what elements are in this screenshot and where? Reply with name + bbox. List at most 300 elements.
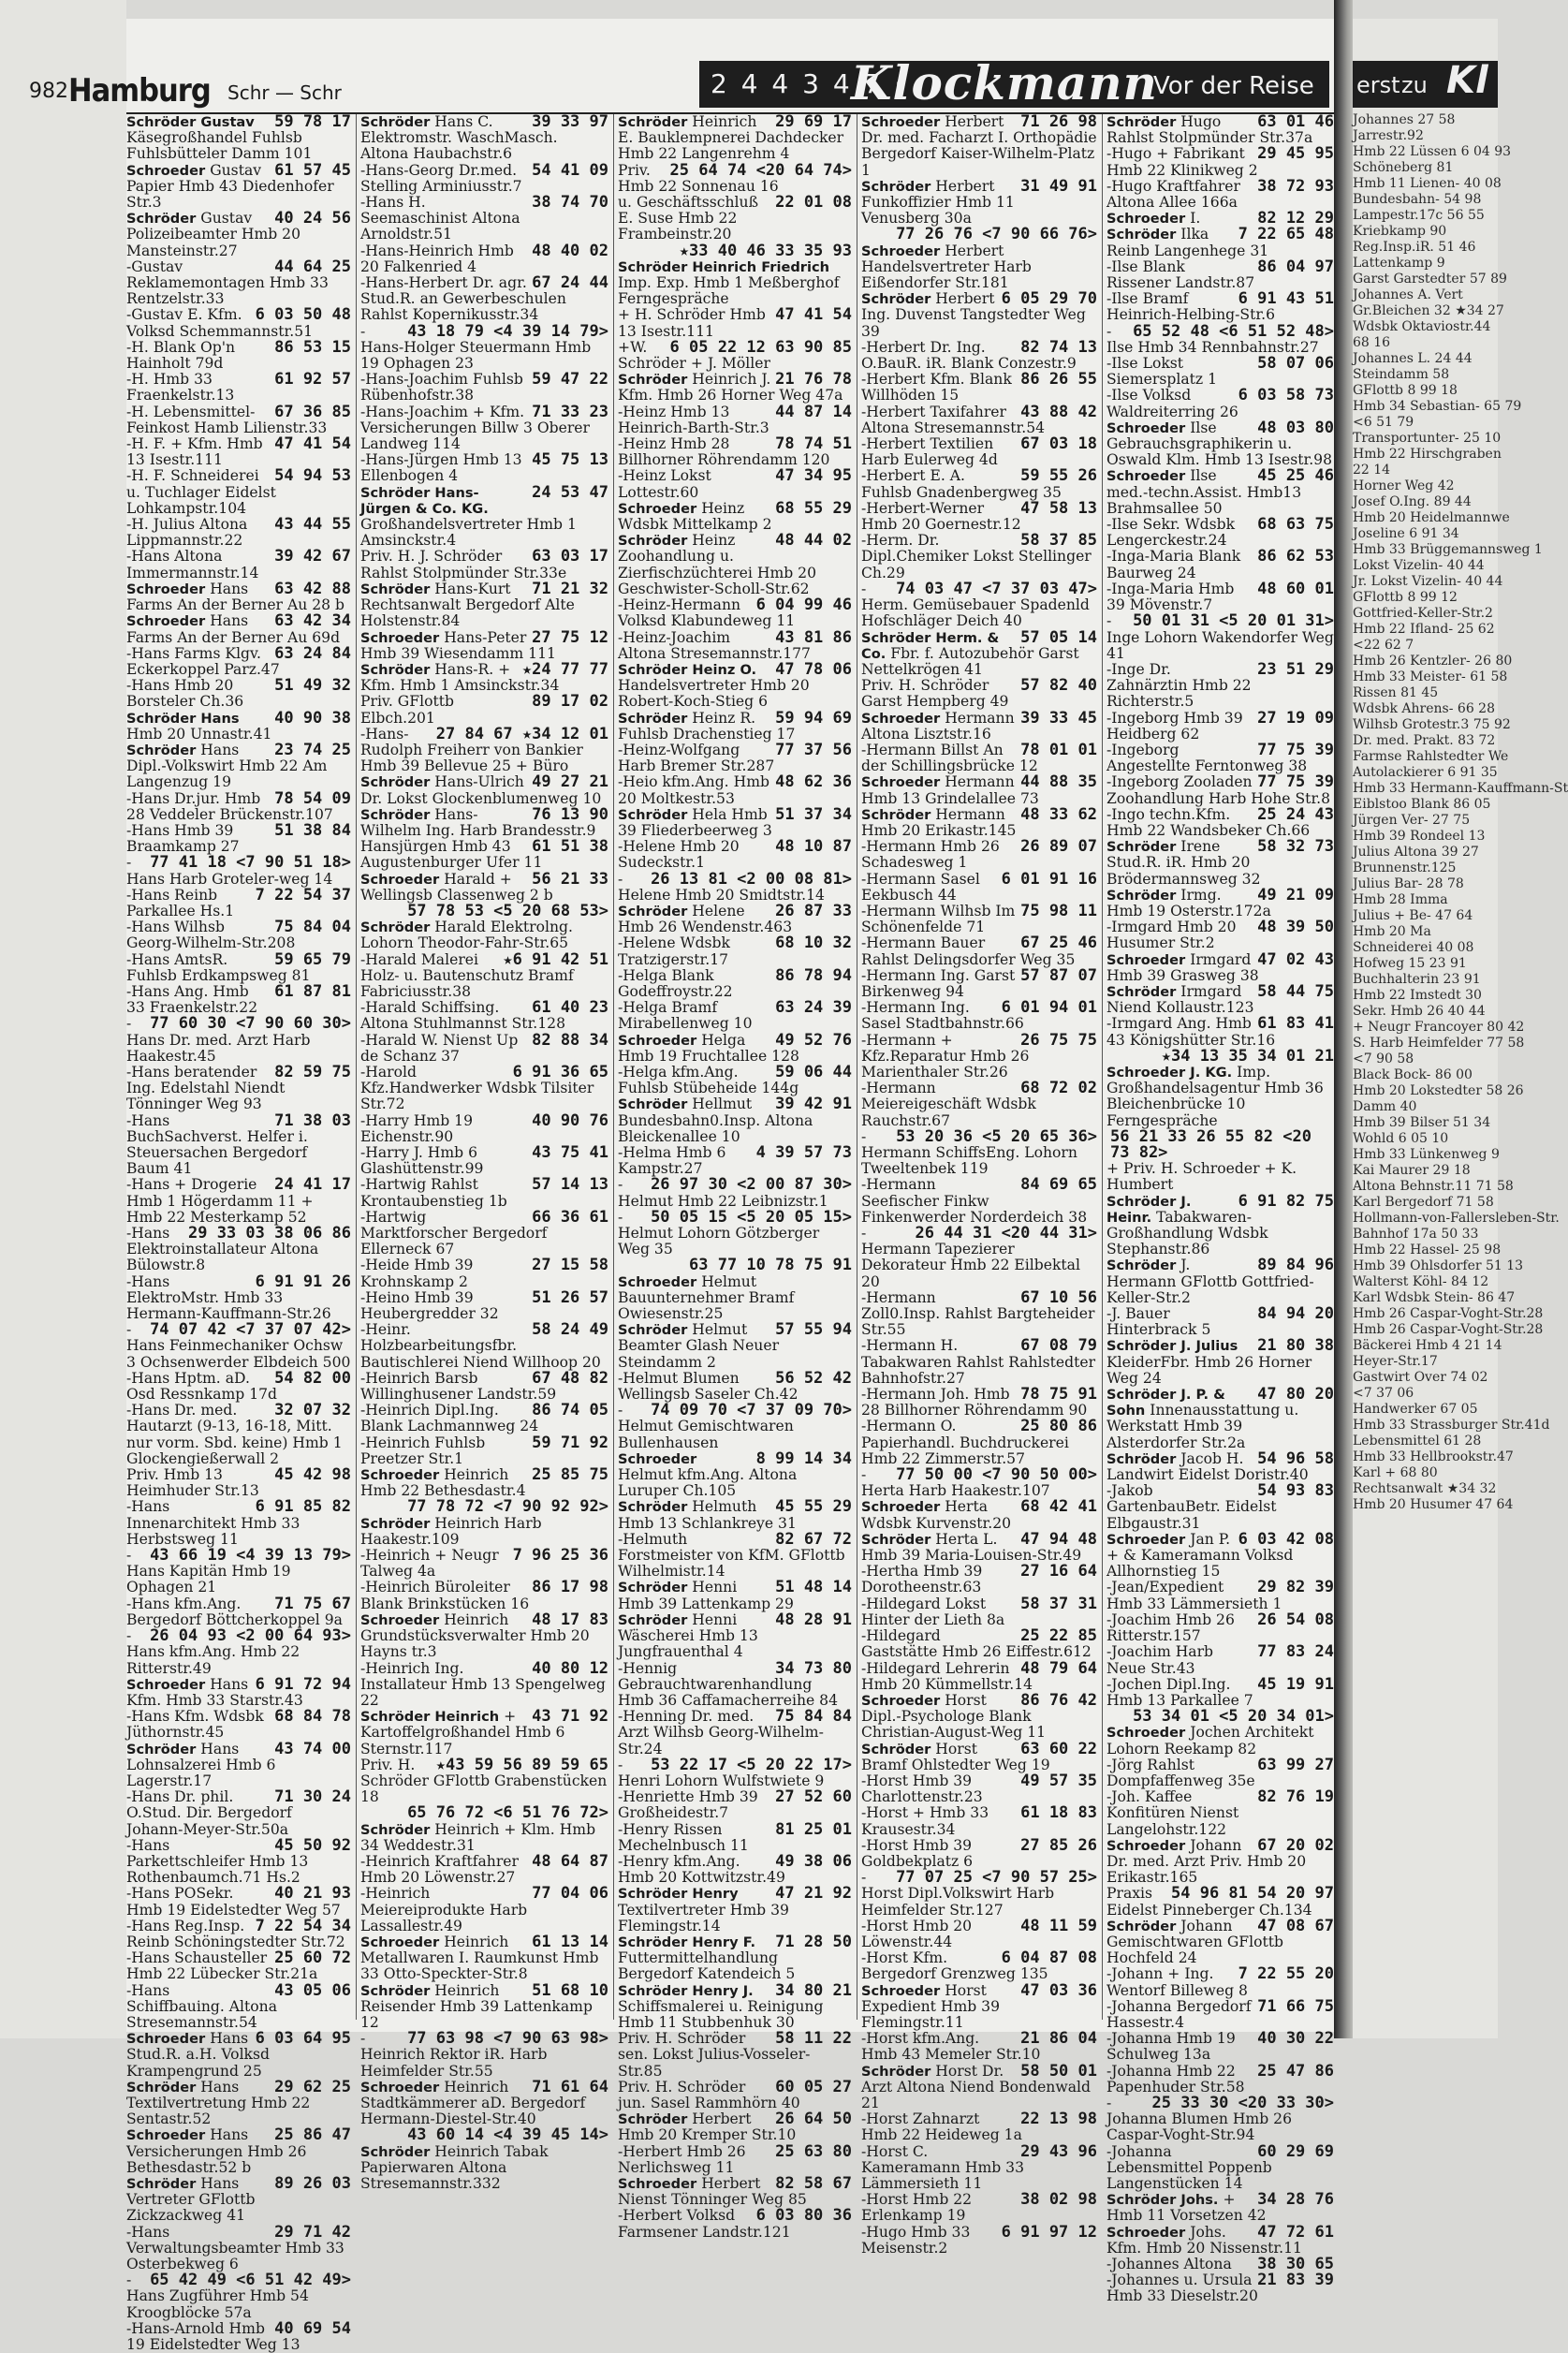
listing-entry (1106, 114, 1334, 146)
listing-entry (861, 935, 1097, 967)
listing-entry (1106, 321, 1334, 356)
listing-details: Hermann Hmb 20 Erikastr.145 (861, 805, 1017, 839)
listing-details: -Hugo Hmb 33 Meisenstr.2 (861, 2223, 971, 2257)
listing-entry (618, 804, 852, 839)
listing-name: Schroeder (360, 2079, 440, 2096)
listing-phone: 58 11 22 (775, 2029, 852, 2049)
listing-details: Helmut kfm.Ang. Altona Luruper Ch.105 (618, 1466, 798, 1500)
listing-entry (126, 788, 351, 823)
listing-phone: 38 72 93 (1257, 176, 1334, 196)
listing-phone: 86 74 05 (532, 1401, 608, 1420)
listing-details: -H. Blank Op'n Hainholt 79d (126, 338, 236, 373)
listing-phone: 57 87 07 (1020, 965, 1097, 985)
listing-details: Henni Wäscherei Hmb 13 Jungfrauenthal 4 (618, 1610, 758, 1661)
adjacent-page-line: Karl + 68 80 (1353, 1465, 1438, 1480)
adjacent-page-line: Kriebkamp 90 (1353, 224, 1447, 239)
listing-name: Schroeder (618, 1032, 697, 1049)
listing-details: -Henry kfm.Ang. Hmb 20 Kottwitzstr.49 (618, 1852, 785, 1887)
listing-name: Schröder Hans-Jürgen & Co. KG. (360, 484, 489, 517)
listing-entry (618, 404, 852, 436)
listing-phone: 6 01 91 16 (1001, 869, 1097, 889)
listing-entry (618, 1030, 852, 1065)
listing-phone: 82 59 75 (274, 1062, 351, 1081)
listing-details: Imp. Großhandelsagentur Hmb 36 Bleichenbrücke 10 Ferngespräche (1106, 1063, 1324, 1129)
listing-name: Schröder (618, 114, 688, 130)
listing-details: Hans Farms An der Berner Au 28 b (126, 580, 345, 614)
listing-phone: 61 92 57 (274, 370, 351, 390)
adjacent-page-line: Hmb 22 Hirschgraben (1353, 447, 1502, 462)
listing-entry (618, 1934, 852, 1983)
listing-phone: 23 74 25 (274, 740, 351, 759)
listing-details: -Helene Hmb 20 Sudeckstr.1 (618, 838, 740, 872)
listing-details: Käsegroßhandel Fuhlsb Fuhlsbütteler Damm 101 (126, 129, 313, 163)
listing-details: Fbr. f. Autozubehör Garst Nettelkrögen 41 (861, 644, 1079, 678)
listing-details: -Ingeborg Zooladen Zoohandlung Harb Hohe Str.8 (1106, 773, 1331, 807)
listing-phone: 58 24 49 (532, 1320, 608, 1340)
listing-entry (618, 498, 852, 534)
listing-entry (1106, 839, 1334, 888)
listing-entry (1106, 2061, 1334, 2096)
listing-entry (360, 1467, 608, 1499)
listing-entry (1106, 1835, 1334, 1887)
listing-details: -Johanna Hmb 19 Schulweg 13a (1106, 2030, 1236, 2064)
listing-phone: 51 26 57 (532, 1287, 608, 1307)
listing-details: -Helga Blank Godeffroystr.22 (618, 966, 733, 1000)
adjacent-page-line: Hmb 22 Hassel- 25 98 (1353, 1243, 1502, 1257)
listing-details: -Jochen Dipl.Ing. Hmb 13 Parkallee 7 (1106, 1675, 1253, 1709)
listing-entry (618, 1886, 852, 1934)
column-divider (1102, 114, 1103, 2020)
listing-details: -Helmut Lohorn Götzberger Weg 35 (618, 1208, 820, 1258)
listing-entry (618, 1499, 852, 1531)
listing-phone: 51 48 14 (775, 1578, 852, 1597)
listing-phone: 38 30 65 (1257, 2255, 1334, 2274)
listing-details: -H. F. + Kfm. Hmb 13 Isestr.111 (126, 435, 263, 469)
listing-phone: 6 91 72 94 (255, 1674, 351, 1694)
listing-entry (861, 839, 1097, 871)
listing-details: Priv. H. Schröder GFlottb Grabenstücken 18 (360, 1756, 608, 1806)
listing-details: -Herm. Gemüsebauer Spadenld Hofschläger Deich 40 (861, 580, 1090, 630)
listing-details: -Ilse Lokst Siemersplatz 1 (1106, 355, 1217, 389)
listing-phone: 86 26 55 (1020, 370, 1097, 390)
listing-details: -Hans Altona Immermannstr.14 (126, 548, 259, 581)
listing-entry (861, 1177, 1097, 1226)
listing-entry (1106, 1257, 1334, 1306)
listing-entry (126, 468, 351, 517)
listing-phone: 44 64 25 (274, 257, 351, 276)
listing-entry (618, 533, 852, 597)
listing-entry (861, 1081, 1097, 1129)
listing-entry (126, 949, 351, 984)
listing-phone: 47 58 13 (1020, 498, 1097, 518)
listing-phone: 29 43 96 (1020, 2141, 1097, 2161)
listing-phone: 59 47 22 (532, 370, 608, 390)
listing-details: -Hermann Zoll0.Insp. Rahlst Bargteheider Str.55 (861, 1288, 1095, 1339)
listing-phone: 57 82 40 (1020, 676, 1097, 696)
listing-name: Schröder (360, 1982, 431, 1999)
listing-entry (861, 1467, 1097, 1499)
listing-entry (126, 1062, 351, 1113)
listing-entry (618, 2077, 852, 2111)
adjacent-banner-text-a: erst (1356, 72, 1400, 98)
listing-entry (1106, 2031, 1334, 2063)
listing-details: -Herbert Textilien Harb Eulerweg 4d (861, 435, 998, 469)
adjacent-page-line: Karl Bergedorf 71 58 (1353, 1195, 1494, 1210)
listing-phone: 51 49 32 (274, 676, 351, 696)
adjacent-page-line: Hmb 20 Ma (1353, 924, 1431, 939)
listing-phone: 77 63 98 <7 90 63 98> (407, 2029, 608, 2049)
listing-details: -Hermann H. Tabakwaren Rahlst Rahlstedter Bahnhofstr.27 (861, 1337, 1096, 1387)
listing-phone: 63 42 88 (274, 579, 351, 598)
listing-name: Schröder (126, 211, 197, 228)
listing-details: -Heino Hmb 39 Heubergredder 32 (360, 1288, 499, 1323)
listing-phone: 27 16 64 (1020, 1562, 1097, 1581)
listing-phone: 6 03 50 48 (255, 305, 351, 325)
listing-name: Schroeder (618, 1273, 697, 1290)
listing-entry (126, 740, 351, 791)
adjacent-page-line: Hmb 33 Strassburger Str.41d (1353, 1418, 1550, 1433)
adjacent-page-line: Hmb 28 Imma (1353, 892, 1448, 907)
listing-details: -Helene Hmb 20 Smidtstr.14 (618, 870, 825, 904)
listing-details: Priv. H. Schröder jun. Sasel Rammhörn 40 (618, 2078, 800, 2111)
listing-details: -Hans Feinmechaniker Ochsw 3 Ochsenwerder Elbdeich 500 (126, 1321, 351, 1371)
listing-details: -Horst Hmb 22 Erlenkamp 19 (861, 2191, 973, 2225)
listing-details: -Helmut Hmb 22 Leibnizstr.1 (618, 1176, 828, 1210)
listing-phone: 43 18 79 <4 39 14 79> (407, 321, 608, 341)
listing-details: -Hermann + Kfz.Reparatur Hmb 26 Marienthaler Str.26 (861, 1031, 1030, 1081)
listing-phone: 78 54 09 (274, 788, 351, 808)
listing-name: Schröder Gustav (126, 114, 255, 130)
listing-entry (1106, 2093, 1334, 2144)
listing-phone: 77 37 56 (775, 740, 852, 759)
listing-details: -Johanna Blumen Hmb 26 Caspar-Voght-Str.94 (1106, 2094, 1292, 2144)
listing-name: Schröder (1106, 1450, 1177, 1467)
listing-entry (126, 1016, 351, 1065)
listing-phone: 25 80 86 (1020, 1417, 1097, 1436)
listing-details: Hans-Peter Hmb 39 Wiesendamm 111 (360, 628, 556, 662)
listing-details: + Kartoffelgroßhandel Hmb 6 Sternstr.117 (360, 1708, 565, 1757)
listing-phone: 56 21 33 (532, 869, 608, 889)
listing-entry (861, 1658, 1097, 1693)
listing-name: Schröder (618, 1322, 688, 1339)
listing-details: -Hans Kapitän Hmb 19 Ophagen 21 (126, 1547, 291, 1596)
listing-phone: 77 41 18 <7 90 51 18> (150, 853, 351, 873)
listing-entry (618, 965, 852, 1000)
listing-phone: 67 20 02 (1257, 1835, 1334, 1855)
listing-phone: 76 13 90 (532, 804, 608, 824)
listing-name: Schröder (126, 1741, 197, 1757)
listing-phone: 61 40 23 (532, 998, 608, 1018)
listing-name: Schroeder (360, 1467, 440, 1484)
listing-details: -Hans beratender Ing. Edelstahl Niendt Tönninger Weg 93 (126, 1063, 286, 1113)
listing-phone: 47 03 36 (1020, 1980, 1097, 2000)
listing-name: Schroeder (861, 774, 941, 791)
listing-details: Irene Stud.R. iR. Hmb 20 Brödermannsweg 32 (1106, 838, 1261, 888)
adjacent-page-line: Wdsbk Oktaviostr.44 (1353, 319, 1491, 334)
listing-name: Schroeder (126, 581, 206, 597)
adjacent-page-line: Hmb 26 Caspar-Voght-Str.28 (1353, 1306, 1544, 1321)
listing-details: Hermann Altona Lisztstr.16 (861, 709, 1015, 743)
listing-details: -Heinrich Barsb Willinghusener Landstr.59 (360, 1369, 557, 1404)
listing-phone: 59 78 17 (274, 112, 351, 131)
listing-entry (618, 935, 852, 967)
listing-phone: 22 13 98 (1020, 2110, 1097, 2129)
listing-entry (618, 1789, 852, 1821)
listing-details: Irmgard Hmb 39 Grasweg 38 (1106, 950, 1259, 984)
listing-entry (1106, 1483, 1334, 1532)
listing-name: Schroeder (861, 243, 941, 259)
listing-details: Helmuth Hmb 13 Schlankreye 31 (618, 1498, 797, 1532)
listing-details: Priv. Hmb 22 Sonnenau 16 (618, 161, 779, 195)
listing-entry (1106, 1191, 1334, 1258)
listing-details: Helga Hmb 19 Fruchtallee 128 (618, 1031, 799, 1065)
listing-phone: 26 97 30 <2 00 87 30> (651, 1175, 852, 1195)
listing-entry (360, 581, 608, 630)
listing-phone: 47 41 54 (775, 305, 852, 325)
listing-details: -J. Bauer Hinterbrack 5 (1106, 1305, 1211, 1339)
listing-phone: 66 36 61 (532, 1207, 608, 1227)
listing-phone: 47 80 20 (1257, 1385, 1334, 1404)
listing-details: -Henriette Hmb 39 Großheidestr.7 (618, 1788, 758, 1822)
adjacent-page-line: Walterst Köhl- 84 12 (1353, 1274, 1489, 1289)
listing-entry (1106, 885, 1334, 919)
listing-entry (618, 337, 852, 373)
listing-details: -Horst Dipl.Volkswirt Harb Heimfelder Str.127 (861, 1869, 1055, 1919)
adjacent-page-line: Lebensmittel 61 28 (1353, 1434, 1482, 1449)
listing-phone: 61 87 81 (274, 981, 351, 1001)
listing-entry (126, 2176, 351, 2225)
listing-name: Schröder Hans (126, 710, 240, 727)
listing-entry (360, 1403, 608, 1434)
listing-phone: 63 03 17 (532, 547, 608, 566)
listing-details: +W. Schröder + J. Möller (618, 338, 770, 373)
listing-phone: 25 33 30 <20 33 30> (1151, 2093, 1334, 2112)
listing-phone: 71 30 24 (274, 1787, 351, 1807)
listing-entry (126, 1916, 351, 1950)
listing-name: Schröder J. P. & Sohn (1106, 1387, 1225, 1419)
listing-details: Johann Gemischtwaren GFlottb Hochfeld 24 (1106, 1917, 1283, 1967)
listing-phone: 81 25 01 (775, 1819, 852, 1839)
listing-details: -Hugo + Fabrikant Hmb 22 Klinikweg 2 (1106, 145, 1258, 179)
listing-phone: 4 39 57 73 (755, 1143, 852, 1162)
listing-details: -Hugo Kraftfahrer Altona Allee 166a (1106, 177, 1240, 212)
adjacent-page-line: Steindamm 58 (1353, 367, 1450, 382)
listing-details: -Hans BuchSachverst. Helfer i. Steuersachen Bergedorf Baum 41 (126, 1111, 308, 1178)
listing-details: -Horst + Hmb 33 Krausestr.34 (861, 1804, 989, 1838)
listing-entry (861, 291, 1097, 340)
listing-details: -Inga-Maria Blank Baurweg 24 (1106, 548, 1241, 581)
listing-phone: 49 57 35 (1020, 1771, 1097, 1790)
listing-name: Schroeder (126, 2031, 206, 2048)
listing-entry (360, 1287, 608, 1323)
listing-phone: 67 25 46 (1020, 934, 1097, 953)
listing-entry (861, 1773, 1097, 1805)
listing-phone: 61 18 83 (1020, 1803, 1097, 1823)
listing-details: -Herbert-Werner Hmb 20 Goernestr.12 (861, 499, 1021, 534)
listing-phone: 49 27 21 (532, 772, 608, 792)
listing-entry (126, 1226, 351, 1274)
adjacent-page-line: Hmb 22 Lüssen 6 04 93 (1353, 144, 1512, 159)
listing-phone: 45 50 92 (274, 1835, 351, 1855)
listing-phone: 27 19 09 (1257, 708, 1334, 728)
listing-phone: 48 79 64 (1020, 1658, 1097, 1678)
listing-phone: 57 78 53 <5 20 68 53> (407, 901, 608, 920)
listing-name: Schröder (1106, 227, 1177, 243)
adjacent-page-line: Julius Altona 39 27 (1353, 845, 1479, 860)
listing-phone: 7 22 54 37 (255, 885, 351, 904)
listing-phone: 21 83 39 (1257, 2271, 1334, 2290)
listing-details: -Hans-Joachim Fuhlsb Rübenhofstr.38 (360, 371, 523, 404)
listing-details: -Hans Kfm. Wdsbk Jüthornstr.45 (126, 1708, 264, 1742)
listing-details: -Hans ElektroMstr. Hmb 33 Hermann-Kauffmann-Str.26 (126, 1272, 331, 1323)
adjacent-banner (1353, 61, 1498, 108)
listing-entry (861, 1030, 1097, 1081)
listing-phone: 67 24 44 (532, 273, 608, 293)
listing-details: -Horst Hmb 39 Goldbekplatz 6 (861, 1836, 974, 1870)
listing-details: -Heinrich Meiereiprodukte Harb Lassallestr.49 (360, 1885, 528, 1934)
adjacent-page-line: Garst Garstedter 57 89 (1353, 272, 1507, 287)
listing-phone: 51 38 84 (274, 820, 351, 840)
listing-name: Schröder (126, 742, 197, 758)
listing-phone: 25 60 72 (274, 1949, 351, 1968)
listing-name: Schroeder (360, 1934, 440, 1950)
adjacent-page-line: Horner Weg 42 (1353, 478, 1455, 493)
listing-phone: 47 41 54 (274, 434, 351, 454)
listing-phone: 26 89 07 (1020, 837, 1097, 857)
listing-entry (861, 1226, 1097, 1290)
listing-entry (1106, 1996, 1334, 2031)
listing-entry (126, 613, 351, 645)
adjacent-page-line: Hmb 33 Lünkenweg 9 (1353, 1147, 1500, 1162)
listing-name: Schröder (618, 533, 688, 550)
listing-details: -Heinrich + Neugr Talweg 4a (360, 1547, 499, 1581)
listing-name: Schröder (360, 1821, 431, 1838)
listing-entry (126, 581, 351, 613)
listing-details: -Irmgard Ang. Hmb 43 Königshütter Str.16 (1106, 1015, 1276, 1049)
adjacent-page-line: Jürgen Ver- 27 75 (1353, 813, 1471, 828)
listing-entry (861, 2141, 1097, 2193)
listing-details: Hans Kfm. Hmb 33 Starstr.43 (126, 1675, 303, 1709)
listing-entry (618, 627, 852, 662)
listing-entry (618, 1658, 852, 1710)
listing-entry (126, 919, 351, 951)
listing-entry (360, 549, 608, 581)
listing-phone: 31 49 91 (1020, 176, 1097, 196)
listing-entry (618, 372, 852, 404)
listing-phone: 54 93 83 (1257, 1481, 1334, 1501)
listing-entry (360, 275, 608, 324)
listing-details: -Hans Dr. phil. O.Stud. Dir. Bergedorf Johann-Meyer-Str.50a (126, 1788, 292, 1838)
listing-details: -Hans-Joachim + Kfm. Versicherungen Billw 3 Oberer Landweg 114 (360, 403, 590, 453)
listing-entry (1106, 981, 1334, 1017)
listing-details: -Hermann Joh. Hmb 28 Billhorner Röhrendamm 90 (861, 1386, 1088, 1419)
adjacent-page-line: Handwerker 67 05 (1353, 1402, 1478, 1417)
banner-phone-number: 2 4 4 3 4 7 · (711, 68, 906, 99)
listing-phone: 82 12 29 (1257, 209, 1334, 228)
listing-entry (360, 2077, 608, 2128)
listing-details: Herbert Dr. med. Facharzt I. Orthopädie Bergedorf Kaiser-Wilhelm-Platz 1 (861, 113, 1097, 179)
listing-phone: 77 78 72 <7 90 92 92> (407, 1497, 608, 1517)
listing-details: Herbert Handelsvertreter Harb Eißendorfer Str.181 (861, 242, 1032, 292)
listing-name: Schroeder (1106, 468, 1186, 485)
adjacent-page-line: Johannes 27 58 (1353, 112, 1456, 127)
listing-entry (126, 259, 351, 308)
listing-name: Schroeder (1106, 1725, 1186, 1742)
listing-entry (360, 482, 608, 550)
listing-details: -Ilse Volksd Waldreiterring 26 (1106, 387, 1238, 420)
adjacent-page-line: Jr. Lokst Vizelin- 40 44 (1353, 574, 1503, 589)
listing-phone: 48 44 02 (775, 531, 852, 551)
listing-entry (126, 2272, 351, 2321)
listing-entry (618, 1612, 852, 1661)
listing-details: -Johanna Lebensmittel Poppenb Langenstücken 14 (1106, 2142, 1272, 2192)
listing-phone: 27 52 60 (775, 1787, 852, 1807)
listing-entry (360, 869, 608, 904)
listing-name: Schröder (126, 2176, 197, 2192)
listing-details: -Herm. Dr. Dipl.Chemiker Lokst Stellinger Ch.29 (861, 532, 1092, 581)
listing-phone: 29 33 03 38 06 86 (188, 1224, 351, 1243)
listing-entry (861, 1126, 1097, 1178)
listing-phone: 58 32 73 (1257, 837, 1334, 857)
listing-details: Priv. H. Schröder sen. Lokst Julius-Vosseler-Str.85 (618, 2030, 811, 2080)
listing-details: Jacob H. Landwirt Eidelst Doristr.40 (1106, 1449, 1309, 1484)
listing-details: Hans-Kurt Rechtsanwalt Bergedorf Alte Holstenstr.84 (360, 580, 575, 630)
listing-phone: 82 58 67 (775, 2174, 852, 2193)
listing-details: -Heinrich Büroleiter Blank Brinkstücken 16 (360, 1579, 530, 1612)
listing-entry (618, 1257, 852, 1322)
listing-details: -Johannes u. Ursula Hmb 33 Dieselstr.20 (1106, 2272, 1258, 2305)
listing-entry (861, 627, 1097, 679)
listing-name: Schroeder (618, 1450, 697, 1467)
listing-entry (126, 643, 351, 678)
listing-phone: 77 50 00 <7 90 50 00> (896, 1465, 1097, 1485)
listing-details: Jochen Architekt Lohorn Reekamp 82 (1106, 1724, 1314, 1757)
listing-details: -Hans-Herbert Dr. agr. Stud.R. an Gewerbeschulen Rahlst Kopernikusstr.34 (360, 274, 566, 324)
listing-details: -Herta Harb Haakestr.107 (861, 1466, 1050, 1500)
listing-details: Hans Vertreter GFlottb Zickzackweg 41 (126, 2175, 256, 2225)
listing-entry (360, 1934, 608, 1983)
listing-details: -Jean/Expedient Hmb 33 Lämmersieth 1 (1106, 1579, 1282, 1612)
listing-details: -Hans-Rudolph Freiherr von Bankier Hmb 39 Bellevue 25 + Büro (360, 725, 583, 775)
listing-details: -Heinrich Ing. Installateur Hmb 13 Spengelweg 22 (360, 1659, 606, 1709)
listing-entry (1106, 517, 1334, 549)
listing-phone: 77 75 39 (1257, 740, 1334, 759)
listing-details: -Hermann Wilhsb Im Schönenfelde 71 (861, 902, 1016, 936)
listing-details: Hans Lohnsalzerei Hmb 6 Lagerstr.17 (126, 1740, 276, 1789)
listing-entry (126, 1739, 351, 1790)
page-header (29, 55, 1334, 114)
listing-phone: 25 64 74 <20 64 74> (669, 160, 852, 180)
listing-details: Heinrich J. Kfm. Hmb 26 Horner Weg 47a (618, 371, 843, 404)
listing-details: -Hildegard Lokst Hinter der Lieth 8a (861, 1595, 1005, 1628)
listing-details: Heinrich Tabak Papierwaren Altona Stresemannstr.332 (360, 2142, 549, 2192)
listing-entry (861, 404, 1097, 436)
listing-entry (126, 1322, 351, 1371)
listing-details: Imp. Exp. Hmb 1 Meßberghof Ferngespräche (618, 274, 840, 308)
listing-entry (618, 243, 852, 308)
adjacent-page-line: Lokst Vizelin- 40 44 (1353, 558, 1485, 573)
listing-entry (618, 2208, 852, 2240)
listing-details: + Hmb 11 Vorsetzen 42 (1106, 2191, 1267, 2225)
listing-details: Hans-Wilhelm Ing. Harb Brandesstr.9 (360, 805, 596, 839)
listing-phone: 75 98 11 (1020, 901, 1097, 920)
adjacent-page-line: Hmb 33 Brüggemannsweg 1 (1353, 542, 1543, 557)
listing-phone: 86 17 98 (532, 1578, 608, 1597)
listing-details: -Hans Zugführer Hmb 54 Kroogblöcke 57a (126, 2272, 309, 2321)
listing-details: -Hermann Hmb 26 Schadesweg 1 (861, 838, 1000, 872)
listing-phone: 53 34 01 <5 20 34 01> (1133, 1707, 1334, 1727)
listing-details: Horst Dipl.-Psychologe Blank Christian-August-Weg 11 (861, 1691, 1047, 1742)
